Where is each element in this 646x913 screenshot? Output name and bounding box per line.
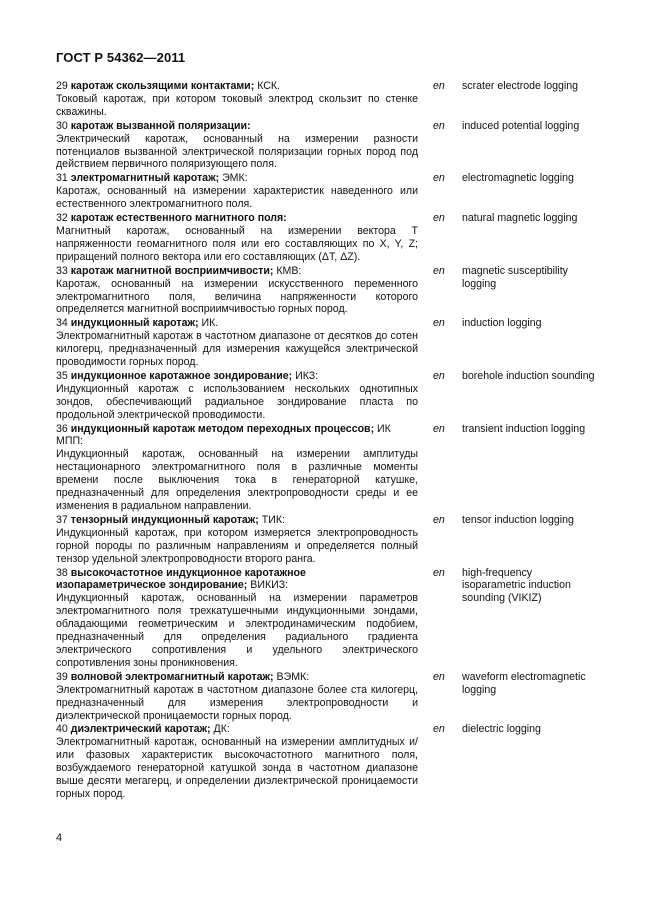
entry-english-term: tensor induction logging: [462, 513, 574, 526]
entry-term: волновой электромагнитный каротаж;: [70, 670, 274, 683]
entry-abbreviation: ИК.: [201, 317, 219, 330]
glossary-entry: [56, 723, 596, 800]
entry-english-term: waveform electromagnetic logging: [462, 670, 586, 696]
entry-language: en: [433, 422, 445, 435]
entry-language: en: [433, 513, 445, 526]
entry-term: индукционный каротаж методом переходных процессов;: [70, 422, 375, 435]
entry-definition: Электромагнитный каротаж в частотном диапазоне от десятков до сотен килогерц, предназначенный для измерения кажущейся электрической проводимости горных пород.: [56, 330, 418, 369]
entry-number: 38: [56, 566, 68, 579]
entry-language: en: [433, 317, 445, 330]
entry-english-term: dielectric logging: [462, 723, 541, 736]
entry-abbreviation: КМВ:: [276, 264, 302, 277]
glossary-entry: [56, 671, 596, 723]
entry-number: 29: [56, 80, 68, 92]
entry-english-term: borehole induction sounding: [462, 369, 595, 382]
entry-language: en: [433, 723, 445, 736]
entry-language: en: [433, 172, 445, 185]
glossary-entry: [56, 317, 596, 369]
entry-number: 31: [56, 172, 68, 185]
glossary-entry: [56, 80, 596, 119]
entry-language: en: [433, 80, 445, 92]
glossary-entry: [56, 265, 596, 317]
entry-term: каротаж вызванной поляризации:: [70, 119, 251, 132]
entry-number: 35: [56, 369, 68, 382]
entry-english-term: scrater electrode logging: [462, 80, 579, 92]
entry-abbreviation: ИК МПП:: [56, 422, 391, 448]
entry-abbreviation: ТИК:: [261, 513, 285, 526]
entry-abbreviation: ВИКИЗ:: [250, 579, 289, 592]
entry-term: каротаж естественного магнитного поля:: [70, 212, 287, 225]
entry-term: каротаж скользящими контактами;: [70, 80, 255, 92]
glossary-entry: [56, 423, 596, 513]
glossary-entry: [56, 172, 596, 211]
entry-number: 34: [56, 317, 68, 330]
glossary-entry: [56, 370, 596, 422]
glossary-entry: [56, 567, 596, 670]
glossary-entry: [56, 120, 596, 172]
entry-definition: Токовый каротаж, при котором токовый электрод скользит по стенке скважины.: [56, 92, 418, 118]
entry-definition: Каротаж, основанный на измерении искусственного переменного электромагнитного поля, величина напряженности которого определяется магнитной восприимчивостью горных пород.: [56, 277, 418, 316]
entry-english-term: natural magnetic logging: [462, 212, 578, 225]
entry-definition: Электрический каротаж, основанный на измерении разности потенциалов вызванной электрической поляризации горных пород под действием первичного поляризующего поля.: [56, 132, 418, 171]
entry-definition: Индукционный каротаж, основанный на измерении параметров электромагнитного поля трехкатушечными индукционными зондами, обладающими геометрическим и электродинамическим подобием, предназначенный для определения радиального градиента электрического сопротивления и удельного электрического сопротивления зоны проникновения.: [56, 592, 418, 669]
entry-english-term: induced potential logging: [462, 119, 580, 132]
entry-language: en: [433, 119, 445, 132]
entry-abbreviation: КСК.: [257, 80, 281, 92]
entry-definition: Электромагнитный каротаж в частотном диапазоне более ста килогерц, предназначенный для измерения электропроводности и диэлектрической проницаемости горных пород.: [56, 683, 418, 722]
entry-english-term: electromagnetic logging: [462, 172, 574, 185]
entry-abbreviation: ВЭМК:: [276, 670, 310, 683]
entry-number: 40: [56, 723, 68, 736]
entry-abbreviation: ИКЗ:: [295, 369, 319, 382]
entry-number: 37: [56, 513, 68, 526]
entry-language: en: [433, 670, 445, 683]
entry-number: 30: [56, 119, 68, 132]
entry-abbreviation: ЭМК:: [222, 172, 248, 185]
entry-language: en: [433, 566, 445, 579]
entry-definition: Магнитный каротаж, основанный на измерении вектора T напряженности геомагнитного поля или его составляющих по X, Y, Z; приращений полного вектора или его составляющих (ΔT, ΔZ).: [56, 224, 418, 263]
entry-abbreviation: ДК:: [213, 723, 230, 736]
entry-english-term: transient induction logging: [462, 422, 586, 435]
entry-term: диэлектрический каротаж;: [70, 723, 211, 736]
entry-english-term: magnetic susceptibility logging: [462, 264, 568, 290]
entry-term: тензорный индукционный каротаж;: [70, 513, 259, 526]
entry-language: en: [433, 264, 445, 277]
entry-term: индукционный каротаж;: [70, 317, 199, 330]
entry-language: en: [433, 369, 445, 382]
entry-number: 33: [56, 264, 68, 277]
entry-term: электромагнитный каротаж;: [70, 172, 220, 185]
entry-definition: Каротаж, основанный на измерении характеристик наведенного или естественного электромагнитного поля.: [56, 185, 418, 211]
entry-definition: Индукционный каротаж с использованием нескольких однотипных зондов, обеспечивающий радиальное зондирование пласта по продольной электрической проводимости.: [56, 382, 418, 421]
page-number: 4: [56, 832, 63, 844]
entry-definition: Электромагнитный каротаж, основанный на измерении амплитудных и/или фазовых характеристик высокочастотного магнитного поля, возбуждаемого генераторной катушкой зонда в частотном диапазоне выше десяти мегагерц, и определении диэлектрической проницаемости горных пород.: [56, 736, 418, 800]
entry-definition: Индукционный каротаж, основанный на измерении амплитуды нестационарного электромагнитного поля в различные моменты времени после выключения тока в генераторной катушке, предназначенный для определения электропроводности среды и ее изменения в радиальном направлении.: [56, 448, 418, 512]
entry-term: индукционное каротажное зондирование;: [70, 369, 293, 382]
entry-language: en: [433, 212, 445, 225]
entry-number: 36: [56, 422, 68, 435]
entry-number: 32: [56, 212, 68, 225]
entry-definition: Индукционный каротаж, при котором измеряется электропроводность горной породы по различным направлениям и определяется полный тензор удельной электропроводности второго ранга.: [56, 526, 418, 565]
entry-term: каротаж магнитной восприимчивости;: [70, 264, 274, 277]
glossary-entries: [56, 80, 596, 802]
glossary-entry: [56, 514, 596, 566]
entry-english-term: high-frequency isoparametric induction sounding (VIKIZ): [462, 566, 571, 605]
glossary-entry: [56, 212, 596, 264]
document-header: ГОСТ Р 54362—2011: [56, 50, 186, 65]
entry-term: высокочастотное индукционное каротажное изопараметрическое зондирование;: [56, 566, 306, 592]
entry-english-term: induction logging: [462, 317, 542, 330]
entry-number: 39: [56, 670, 68, 683]
